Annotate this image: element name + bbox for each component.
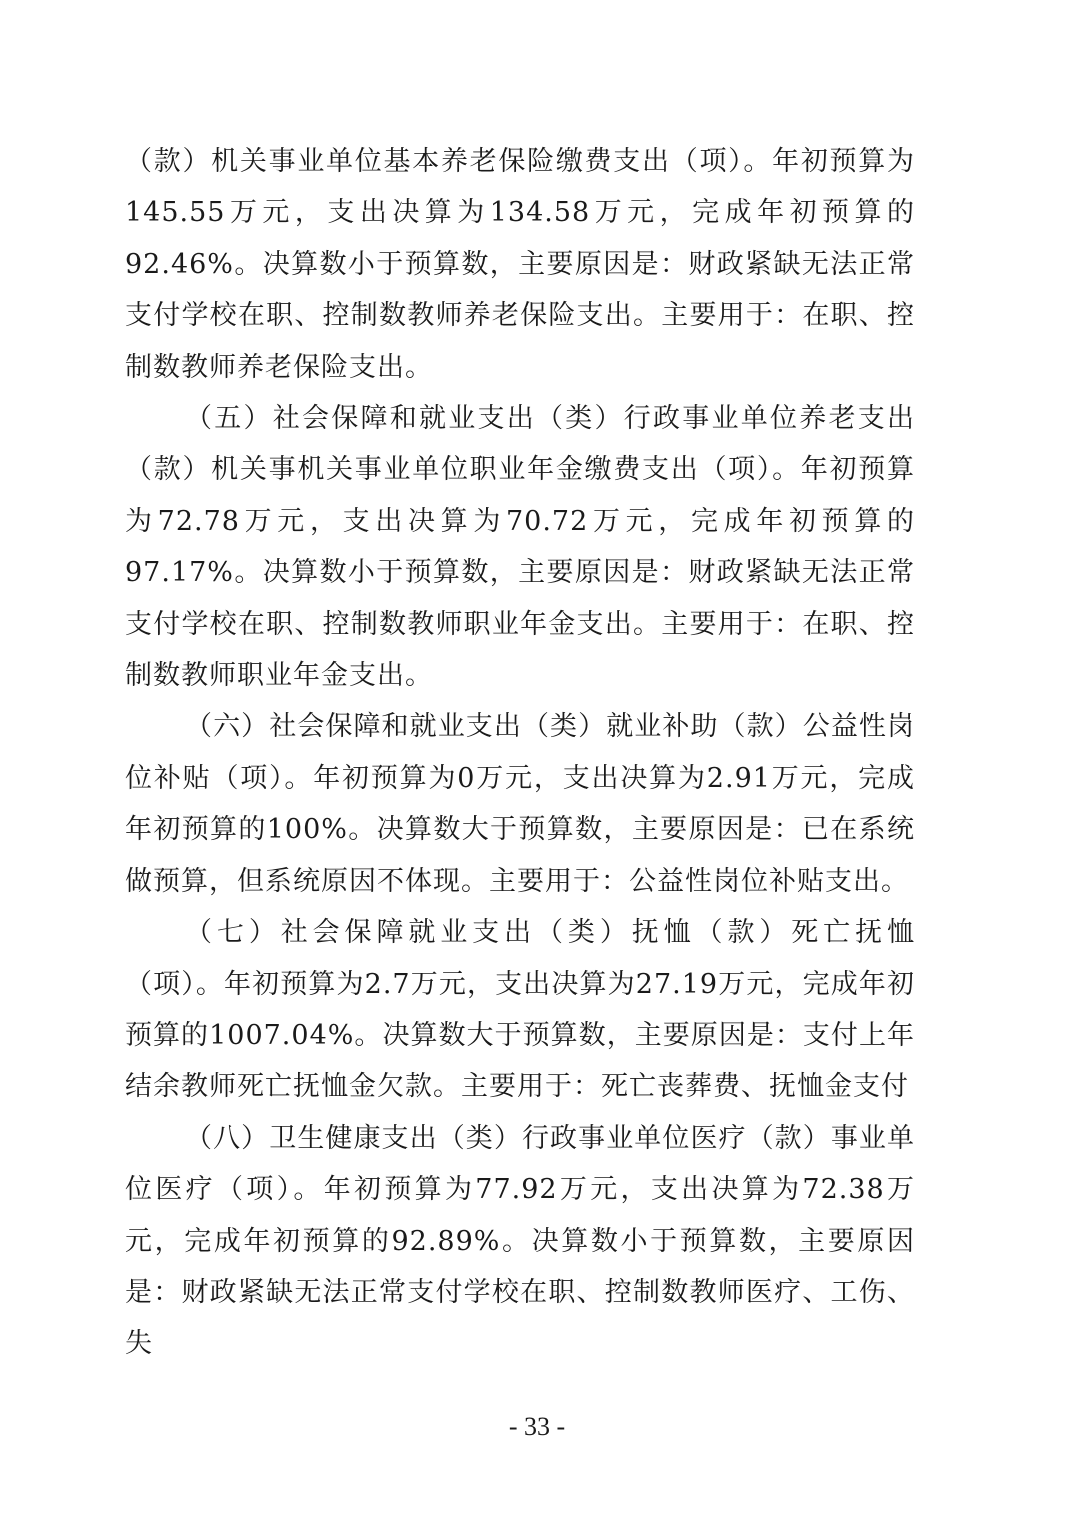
page-number: - 33 - — [508, 1412, 566, 1441]
paragraph-public-welfare-post-subsidy: （六）社会保障和就业支出（类）就业补助（款）公益性岗位补贴（项）。年初预算为0万元，支出决算为2.91万元，完成年初预算的100%。决算数大于预算数，主要原因是：已在系统做预算，但系统原因不体现。主要用于：公益性岗位补贴支出。 — [125, 711, 915, 897]
paragraph-death-pension: （七）社会保障就业支出（类）抚恤（款）死亡抚恤（项）。年初预算为2.7万元，支出决算为27.19万元，完成年初预算的1007.04%。决算数大于预算数，主要原因是：支付上年结余教师死亡抚恤金欠款。主要用于：死亡丧葬费、抚恤金支付 — [125, 917, 915, 1103]
paragraph-pension-insurance: （款）机关事业单位基本养老保险缴费支出（项）。年初预算为145.55万元，支出决算为134.58万元，完成年初预算的92.46%。决算数小于预算数，主要原因是：财政紧缺无法正常支付学校在职、控制数教师养老保险支出。主要用于：在职、控制数教师养老保险支出。 — [125, 146, 915, 383]
document-body — [125, 136, 915, 1370]
paragraph-health-medical: （八）卫生健康支出（类）行政事业单位医疗（款）事业单位医疗（项）。年初预算为77.92万元，支出决算为72.38万元，完成年初预算的92.89%。决算数小于预算数，主要原因是：财政紧缺无法正常支付学校在职、控制数教师医疗、工伤、失 — [125, 1122, 915, 1360]
paragraph-occupational-annuity: （五）社会保障和就业支出（类）行政事业单位养老支出（款）机关事机关事业单位职业年金缴费支出（项）。年初预算为72.78万元，支出决算为70.72万元，完成年初预算的97.17%。决算数小于预算数，主要原因是：财政紧缺无法正常支付学校在职、控制数教师职业年金支出。主要用于：在职、控制数教师职业年金支出。 — [125, 403, 915, 692]
